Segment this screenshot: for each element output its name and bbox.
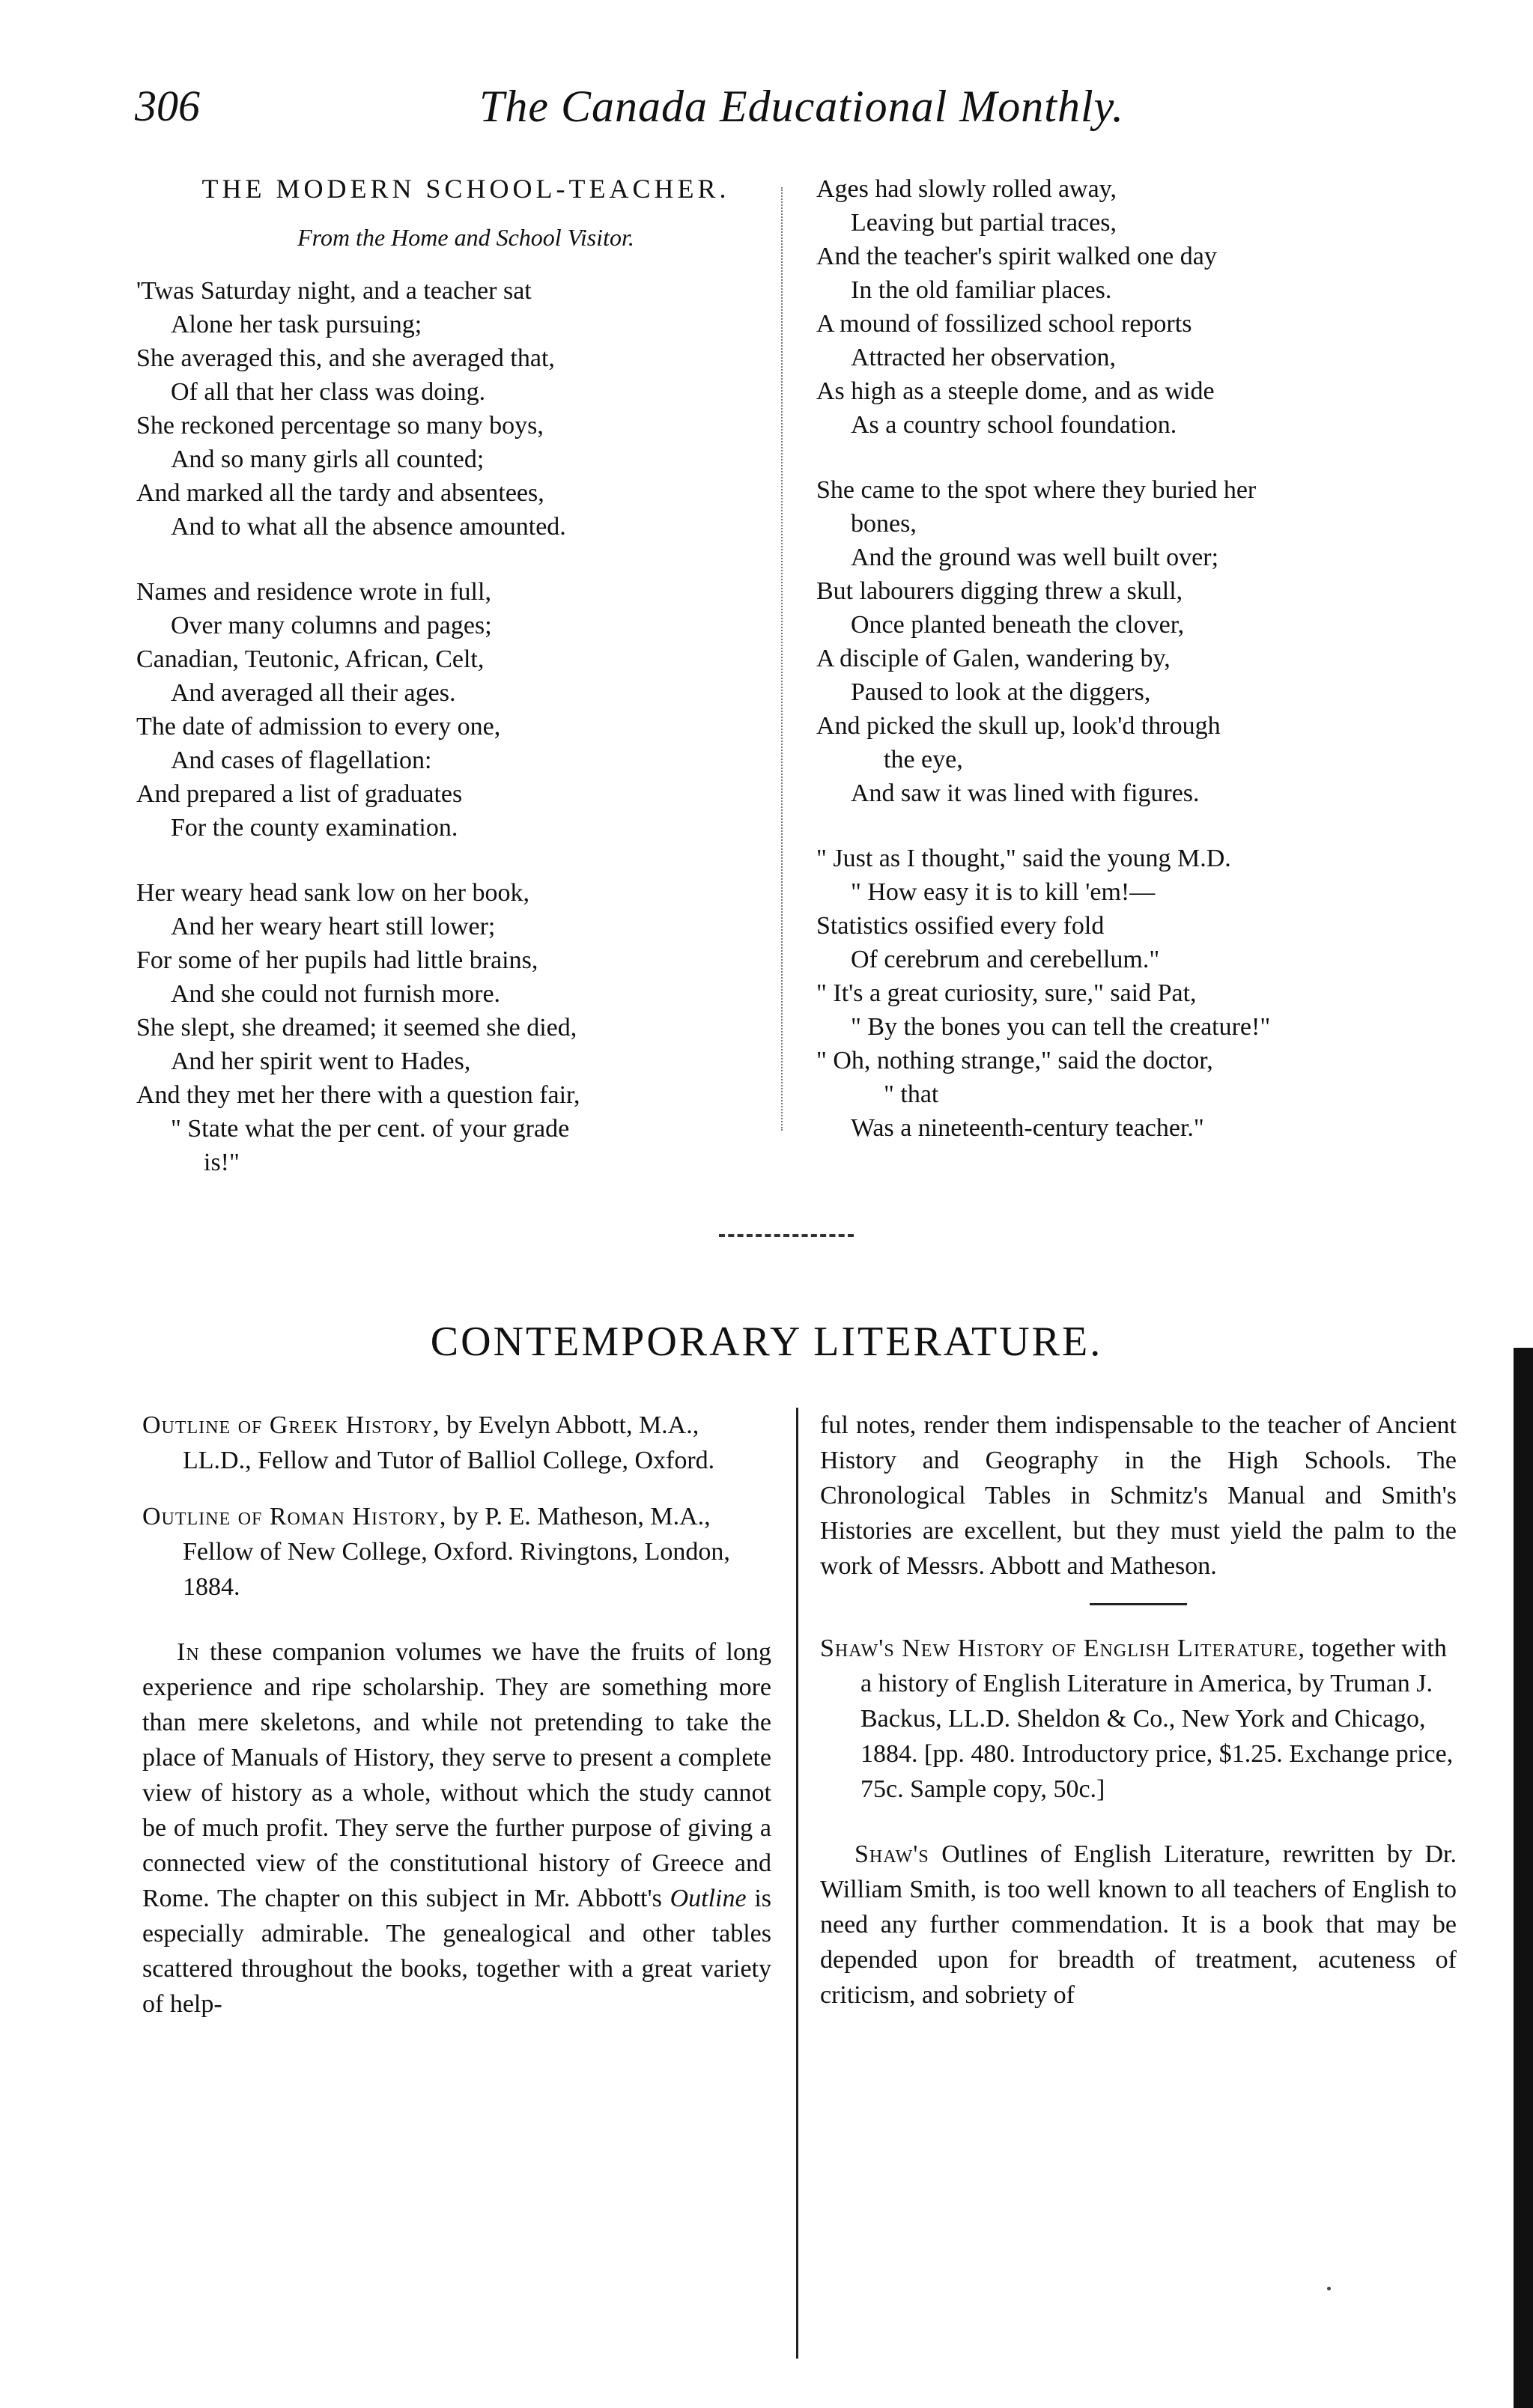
poem-column-divider xyxy=(781,187,783,1131)
poem-line: But labourers digging threw a skull, xyxy=(816,577,1183,605)
poem-line: She slept, she dreamed; it seemed she died, xyxy=(136,1014,577,1042)
section-separator xyxy=(719,1234,854,1240)
poem-line: And her weary heart still lower; xyxy=(171,913,496,940)
poem-line: And the teacher's spirit walked one day xyxy=(816,243,1217,270)
poem-line: Of cerebrum and cerebellum." xyxy=(851,946,1160,973)
poem-line: And picked the skull up, look'd through xyxy=(816,712,1221,740)
poem-line: Alone her task pursuing; xyxy=(171,311,422,338)
poem-line: And the ground was well built over; xyxy=(851,544,1219,571)
poem-line: And saw it was lined with figures. xyxy=(851,779,1200,807)
poem-line: Was a nineteenth-century teacher." xyxy=(851,1114,1204,1142)
poem-line: Leaving but partial traces, xyxy=(851,209,1117,237)
poem-source: From the Home and School Visitor. xyxy=(297,224,634,251)
poem-line: And averaged all their ages. xyxy=(171,679,456,707)
book-title: Outline of Greek History, xyxy=(142,1411,440,1439)
poem-line: And marked all the tardy and absentees, xyxy=(136,479,544,507)
poem-line: Statistics ossified every fold xyxy=(816,912,1105,940)
poem-line: " By the bones you can tell the creature!" xyxy=(851,1013,1271,1041)
review-lead-word: Shaw's xyxy=(854,1840,929,1868)
poem-right-column xyxy=(816,172,1460,1176)
review-left-column xyxy=(142,1408,771,2040)
poem-line: For some of her pupils had little brains, xyxy=(136,946,538,974)
book-entry-greek-history xyxy=(142,1408,771,1478)
section-heading: CONTEMPORARY LITERATURE. xyxy=(430,1319,1103,1365)
page-header xyxy=(135,81,1423,148)
poem-line: As high as a steeple dome, and as wide xyxy=(816,377,1215,405)
poem-line: And to what all the absence amounted. xyxy=(171,513,566,541)
poem-line: She reckoned percentage so many boys, xyxy=(136,412,544,440)
poem-line: And so many girls all counted; xyxy=(171,446,485,473)
review-paragraph-2 xyxy=(820,1837,1457,2013)
review-text-end: is especially admirable. The genealogical and other tables scattered throughout the books, together with a great variety of help- xyxy=(142,1885,771,2018)
book-title: Outline of Roman History, xyxy=(142,1503,447,1530)
poem-line: A mound of fossilized school reports xyxy=(816,310,1192,338)
poem-stanza xyxy=(816,473,1460,810)
poem-line: Canadian, Teutonic, African, Celt, xyxy=(136,645,485,673)
book-details: together with a history of English Literature in America, by Truman J. Backus, LL.D. Sheldon & Co., New York and Chicago, 1884. [pp. 480. Introductory price, $1.25. Exchange price, 75c. Sample copy, 50c.] xyxy=(860,1635,1454,1803)
poem-line: In the old familiar places. xyxy=(851,276,1112,304)
poem-line: She came to the spot where they buried her xyxy=(816,476,1257,504)
review-text: these companion volumes we have the fruits of long experience and ripe scholarship. They are something more than mere skeletons, and while not pretending to take the place of Manuals of History, they serve to present a complete view of history as a whole, without which the study cannot be of much profit. They serve the further purpose of giving a connected view of the constitutional history of Greece and Rome. The chapter on this subject in Mr. Abbott's xyxy=(142,1638,771,1912)
page-number: 306 xyxy=(135,82,200,130)
poem-right-stanzas xyxy=(816,172,1460,1145)
review-italic-term: Outline xyxy=(670,1885,747,1912)
poem-line: " Oh, nothing strange," said the doctor, xyxy=(816,1047,1213,1074)
poem-line: Ages had slowly rolled away, xyxy=(816,175,1117,203)
poem-left-column xyxy=(136,172,795,1211)
poem-line: Attracted her observation, xyxy=(851,344,1117,371)
review-lead-word: In xyxy=(177,1638,200,1666)
poem-line: " It's a great curiosity, sure," said Pat, xyxy=(816,979,1197,1007)
short-rule xyxy=(1090,1603,1187,1605)
book-entry-english-literature xyxy=(820,1631,1457,1807)
poem-line: For the county examination. xyxy=(171,814,458,842)
scan-edge-shadow xyxy=(1514,1348,1533,2408)
poem-line: Names and residence wrote in full, xyxy=(136,578,491,606)
poem-line: And they met her there with a question fair, xyxy=(136,1081,580,1109)
review-continuation: ful notes, render them indispensable to the teacher of Ancient History and Geography in the High Schools. The Chronological Tables in Schmitz's Manual and Smith's Histories are excellent, but they must yield the palm to the work of Messrs. Abbott and Matheson. xyxy=(820,1411,1457,1580)
journal-title: The Canada Educational Monthly. xyxy=(479,82,1124,131)
poem-line: is!" xyxy=(204,1149,240,1176)
poem-left-stanzas xyxy=(136,274,795,1179)
poem-line: Paused to look at the diggers, xyxy=(851,678,1151,706)
poem-line: And she could not furnish more. xyxy=(171,980,501,1008)
poem-line: " Just as I thought," said the young M.D. xyxy=(816,845,1231,872)
review-paragraph xyxy=(142,1635,771,2022)
poem-line: 'Twas Saturday night, and a teacher sat xyxy=(136,277,532,305)
scan-speck xyxy=(1327,2287,1331,2290)
poem-line: " that xyxy=(884,1080,939,1108)
poem-line: Over many columns and pages; xyxy=(171,612,492,639)
book-entry-roman-history xyxy=(142,1499,771,1605)
column-divider xyxy=(796,1408,798,2359)
poem-line: Once planted beneath the clover, xyxy=(851,611,1185,639)
poem-line: As a country school foundation. xyxy=(851,411,1177,439)
poem-line: " How easy it is to kill 'em!— xyxy=(851,878,1156,906)
poem-line: The date of admission to every one, xyxy=(136,713,501,741)
review-right-column xyxy=(820,1408,1457,2031)
poem-line: the eye, xyxy=(884,746,963,773)
poem-line: Of all that her class was doing. xyxy=(171,378,486,406)
poem-stanza xyxy=(816,842,1460,1145)
poem-line: She averaged this, and she averaged that, xyxy=(136,344,555,372)
poem-title: THE MODERN SCHOOL-TEACHER. xyxy=(201,174,730,204)
review-text: Outlines of English Literature, rewritten by Dr. William Smith, is too well known to all teachers of English to need any further commendation. It is a book that may be depended upon for breadth of treatment, acuteness of criticism, and sobriety of xyxy=(820,1840,1457,2009)
book-details: by Evelyn Abbott, M.A., LL.D., Fellow and Tutor of Balliol College, Oxford. xyxy=(183,1411,715,1474)
poem-line: And prepared a list of graduates xyxy=(136,780,463,808)
poem-stanza xyxy=(136,575,795,845)
book-title: Shaw's New History of English Literature, xyxy=(820,1635,1305,1662)
poem-stanza xyxy=(816,172,1460,442)
poem-line: bones, xyxy=(851,510,917,538)
poem-line: " State what the per cent. of your grade xyxy=(171,1115,570,1143)
book-details: by P. E. Matheson, M.A., Fellow of New College, Oxford. Rivingtons, London, 1884. xyxy=(183,1503,730,1601)
poem-line: And cases of flagellation: xyxy=(171,747,432,774)
poem-stanza xyxy=(136,274,795,544)
poem-stanza xyxy=(136,876,795,1179)
poem-line: A disciple of Galen, wandering by, xyxy=(816,645,1171,672)
poem-line: And her spirit went to Hades, xyxy=(171,1048,471,1075)
poem-line: Her weary head sank low on her book, xyxy=(136,879,529,907)
